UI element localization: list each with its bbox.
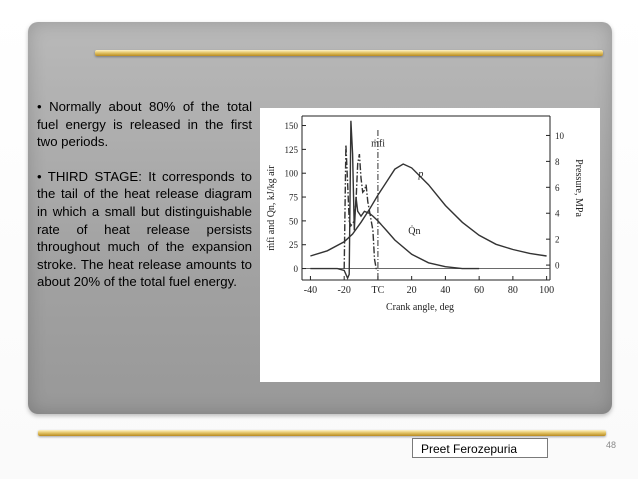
y2-tick-label: 4 — [555, 208, 560, 219]
bullet-third-stage: • THIRD STAGE: It corresponds to the tail of the heat release diagram in which a small but distinguishable rate of heat release persists throughout much of the expansion stroke. The heat release amounts to about 20% of the total fuel energy. — [37, 168, 252, 290]
x-axis-label: Crank angle, deg — [385, 302, 455, 313]
series-line — [310, 121, 479, 278]
y-tick-label: 125 — [284, 144, 298, 155]
y-tick-label: 50 — [289, 216, 298, 227]
y-tick-label: 0 — [293, 264, 298, 275]
y-tick-label: 25 — [289, 240, 298, 251]
x-tick-label: -40 — [303, 285, 318, 296]
x-tick-label: 40 — [440, 285, 451, 296]
slide-number: 48 — [605, 440, 616, 450]
y-tick-label: 75 — [289, 192, 298, 203]
x-tick-label: 60 — [474, 285, 485, 296]
y2-tick-label: 10 — [555, 130, 564, 141]
annotation-qn: Q̇n — [408, 226, 421, 238]
title-divider-rule — [95, 50, 603, 56]
y2-tick-label: 6 — [555, 182, 560, 193]
x-tick-label: 20 — [406, 285, 417, 296]
y-tick-label: 150 — [284, 121, 298, 132]
footer-divider-rule — [38, 430, 606, 436]
annotation-p: p — [418, 168, 424, 180]
y2-tick-label: 2 — [555, 234, 560, 245]
y2-tick-label: 8 — [555, 156, 560, 167]
x-tick-label: TC — [371, 285, 385, 296]
heat-release-chart — [260, 108, 600, 382]
y-tick-label: 100 — [284, 168, 298, 179]
x-tick-label: 100 — [539, 285, 555, 296]
y-axis-label: ṁfi and Qn, kJ/kg air — [266, 165, 277, 251]
y2-tick-label: 0 — [555, 260, 560, 271]
x-tick-label: 80 — [507, 285, 518, 296]
y2-axis-label: Pressure, MPa — [573, 159, 584, 217]
author-label: Preet Ferozepuria — [412, 438, 548, 458]
bullet-first-periods: • Normally about 80% of the total fuel energy is released in the first two periods. — [37, 99, 252, 150]
slide-body-text — [37, 98, 252, 308]
x-tick-label: -20 — [337, 285, 351, 296]
annotation-mfi: ṁfi — [371, 138, 386, 150]
heat-release-chart-svg — [260, 108, 600, 382]
